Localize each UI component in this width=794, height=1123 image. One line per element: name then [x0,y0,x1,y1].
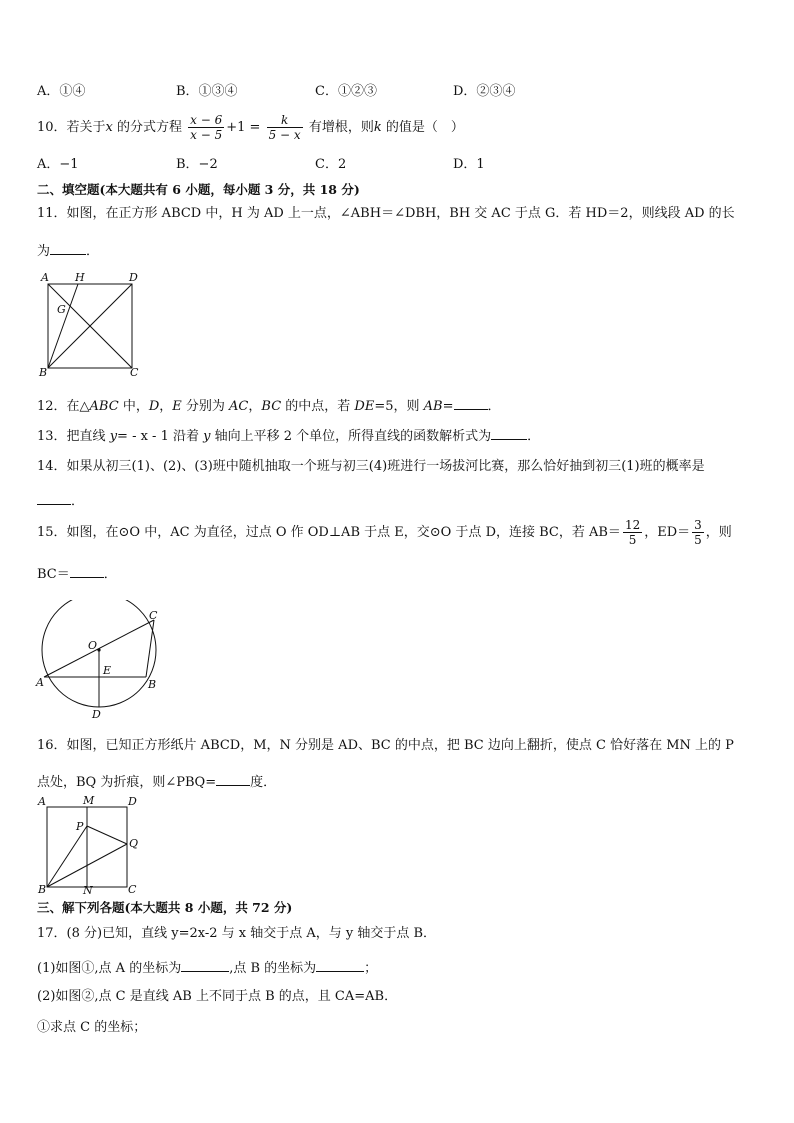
q16-line1: 16．如图，已知正方形纸片 ABCD，M，N 分别是 AD、BC 的中点，把 BC 边向上翻折，使点 C 恰好落在 MN 上的 P [37,738,734,753]
q16-fold-figure [36,795,146,895]
question-10 [37,110,464,146]
label-b: B [39,366,48,378]
center-point-o [97,648,100,651]
q10-option-b: B．−2 [176,157,218,172]
q14-answer-blank[interactable] [37,490,71,505]
label-b: B [38,883,47,895]
q10-plus-one: +1 = [226,120,261,135]
label-c: C [128,883,137,895]
q15-fraction-ab: $\frac{12}{5}$ [624,518,641,547]
label-a: A [41,271,49,284]
q15-line2: BC＝ ． [37,563,117,584]
q10-fraction-right: $\frac{k}{5 - x}$ [268,113,301,142]
label-g: G [57,303,66,316]
q17-line1: 17．(8 分)已知，直线 y=2x-2 与 x 轴交于点 A，与 y 轴交于点 B． [37,926,437,941]
q9-option-a: A．①④ [37,84,86,99]
q9-option-b: B．①③④ [176,84,238,99]
q11-answer-blank[interactable] [50,240,86,255]
q10-suffix-a: 有增根，则 [304,120,374,135]
q15-circle-figure [34,600,169,724]
q17-line4: ①求点 C 的坐标； [37,1020,147,1035]
label-b: B [148,678,157,691]
label-o: O [88,639,98,652]
label-p: P [76,820,84,833]
label-c: C [149,609,158,622]
label-h: H [75,271,85,284]
q14-line2: ． [37,490,84,511]
q15-answer-blank[interactable] [70,563,104,578]
label-q: Q [129,837,139,850]
section-3-heading: 三、解下列各题(本大题共 8 小题，共 72 分) [37,900,293,915]
q10-var-k: k [373,120,382,135]
label-a: A [38,795,46,808]
question-13: 13．把直线 y= - x - 1 沿着 y 轴向上平移 2 个单位，所得直线的函数解析式为 ． [37,425,540,446]
segment-bp [47,826,87,887]
segment-bh [48,284,78,368]
q17-point-a-blank[interactable] [181,957,229,972]
q14-line1: 14．如果从初三(1)、(2)、(3)班中随机抽取一个班与初三(4)班进行一场拔河比赛，那么恰好抽到初三(1)班的概率是 [37,459,705,474]
label-a: A [36,676,44,689]
q11-line1: 11．如图，在正方形 ABCD 中，H 为 AD 上一点，∠ABH＝∠DBH，BH 交 AC 于点 G．若 HD＝2，则线段 AD 的长 [37,206,735,221]
q10-option-a: A．−1 [37,157,79,172]
q15-line1: 15．如图，在⊙O 中，AC 为直径，过点 O 作 OD⊥AB 于点 E，交⊙O 于点 D，连接 BC，若 AB＝ $\frac{12}{5}$ ，ED＝ $\frac{3}{5}$ ，则 [37,518,732,547]
label-d: D [92,708,101,721]
label-m: M [83,795,95,807]
q11-line2: 为 ． [37,240,99,261]
q13-answer-blank[interactable] [491,425,527,440]
q17-line3: (2)如图②,点 C 是直线 AB 上不同于点 B 的点，且 CA=AB． [37,989,398,1004]
q15-fraction-ed: $\frac{3}{5}$ [694,518,702,547]
label-d: D [128,795,137,808]
label-c: C [130,366,139,378]
q16-line2: 点处，BQ 为折痕，则∠PBQ= 度． [37,771,276,792]
label-e: E [103,664,112,677]
q10-option-c: C．2 [315,157,347,172]
q10-var-x: x [105,120,113,135]
segment-pq [87,826,127,844]
q10-option-d: D．1 [453,157,485,172]
section-2-heading: 二、填空题(本大题共有 6 小题，每小题 3 分，共 18 分) [37,182,360,197]
q12-answer-blank[interactable] [454,395,488,410]
q9-option-c: C．①②③ [315,84,377,99]
question-12: 12．在△ABC 中，D，E 分别为 AC，BC 的中点，若 DE=5，则 AB= ． [37,395,501,416]
q17-point-b-blank[interactable] [316,957,364,972]
q10-fraction-left: $\frac{x - 6}{x - 5}$ [190,113,223,142]
q17-line2: (1)如图①,点 A 的坐标为 ,点 B 的坐标为 ； [37,957,377,978]
label-n: N [83,884,93,895]
q10-prefix: 10．若关于 [37,120,106,135]
q11-square-figure [36,270,146,378]
q10-mid: 的分式方程 [112,120,183,135]
label-d: D [129,271,138,284]
q16-answer-blank[interactable] [216,771,250,786]
q10-suffix-b: 的值是（ ） [381,120,464,135]
q9-option-d: D．②③④ [453,84,516,99]
